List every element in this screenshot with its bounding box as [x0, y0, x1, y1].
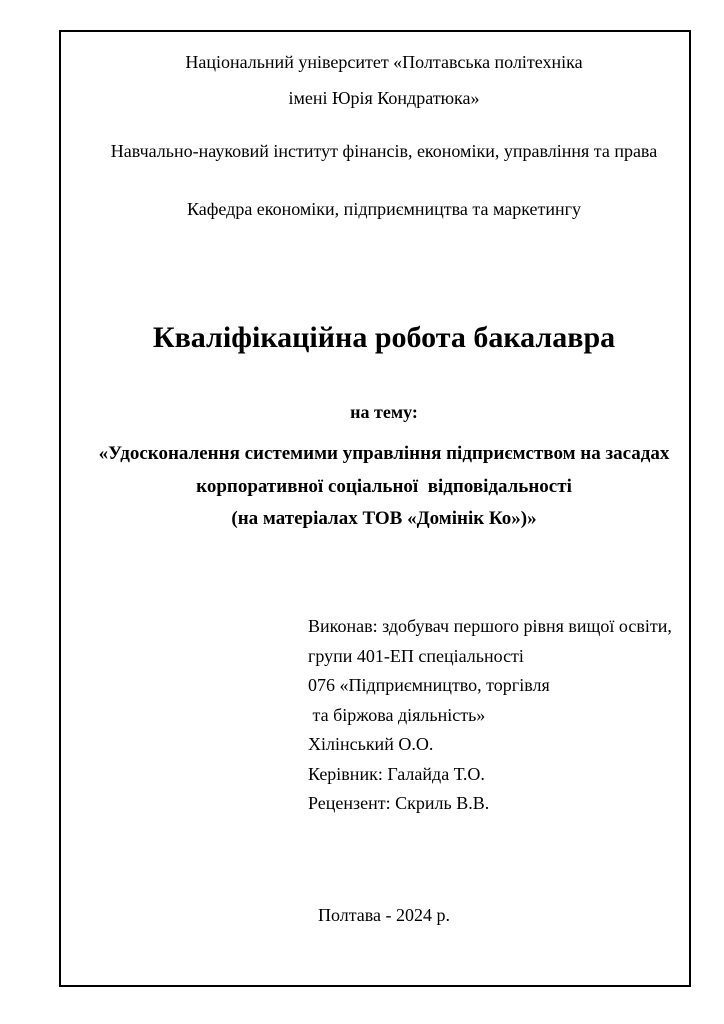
topic-block	[69, 438, 699, 536]
institute-name: Навчально-науковий інститут фінансів, економіки, управління та права	[110, 141, 658, 161]
topic-line-1: «Удосконалення системими управління підприємством на засадах	[98, 443, 670, 464]
credential-specialty-line-2: та біржова діяльність»	[308, 704, 486, 725]
department-name: Кафедра економіки, підприємництва та маркетингу	[186, 199, 582, 219]
credentials-block	[308, 612, 672, 819]
city-year-footer: Полтава - 2024 р.	[317, 905, 451, 925]
university-name-line-1: Національний університет «Полтавська політехніка	[185, 52, 583, 72]
topic-line-3: (на матеріалах ТОВ «Домінік Ко»)»	[231, 508, 537, 529]
topic-label: на тему:	[350, 402, 418, 422]
credential-executor-line-2: групи 401-ЕП спеціальності	[308, 645, 524, 666]
university-name-line-2: імені Юрія Кондратюка»	[288, 88, 480, 108]
credential-specialty-line-1: 076 «Підприємництво, торгівля	[308, 675, 550, 695]
credential-student-name: Хілінський О.О.	[308, 734, 434, 754]
credential-reviewer: Рецензент: Скриль В.В.	[308, 793, 490, 813]
credential-supervisor: Керівник: Галайда Т.О.	[308, 763, 485, 784]
work-type-title: Кваліфікаційна робота бакалавра	[152, 321, 616, 354]
credential-executor-line-1: Виконав: здобувач першого рівня вищої освіти,	[308, 616, 672, 636]
topic-line-2: корпоративної соціальної відповідальності	[196, 475, 572, 497]
